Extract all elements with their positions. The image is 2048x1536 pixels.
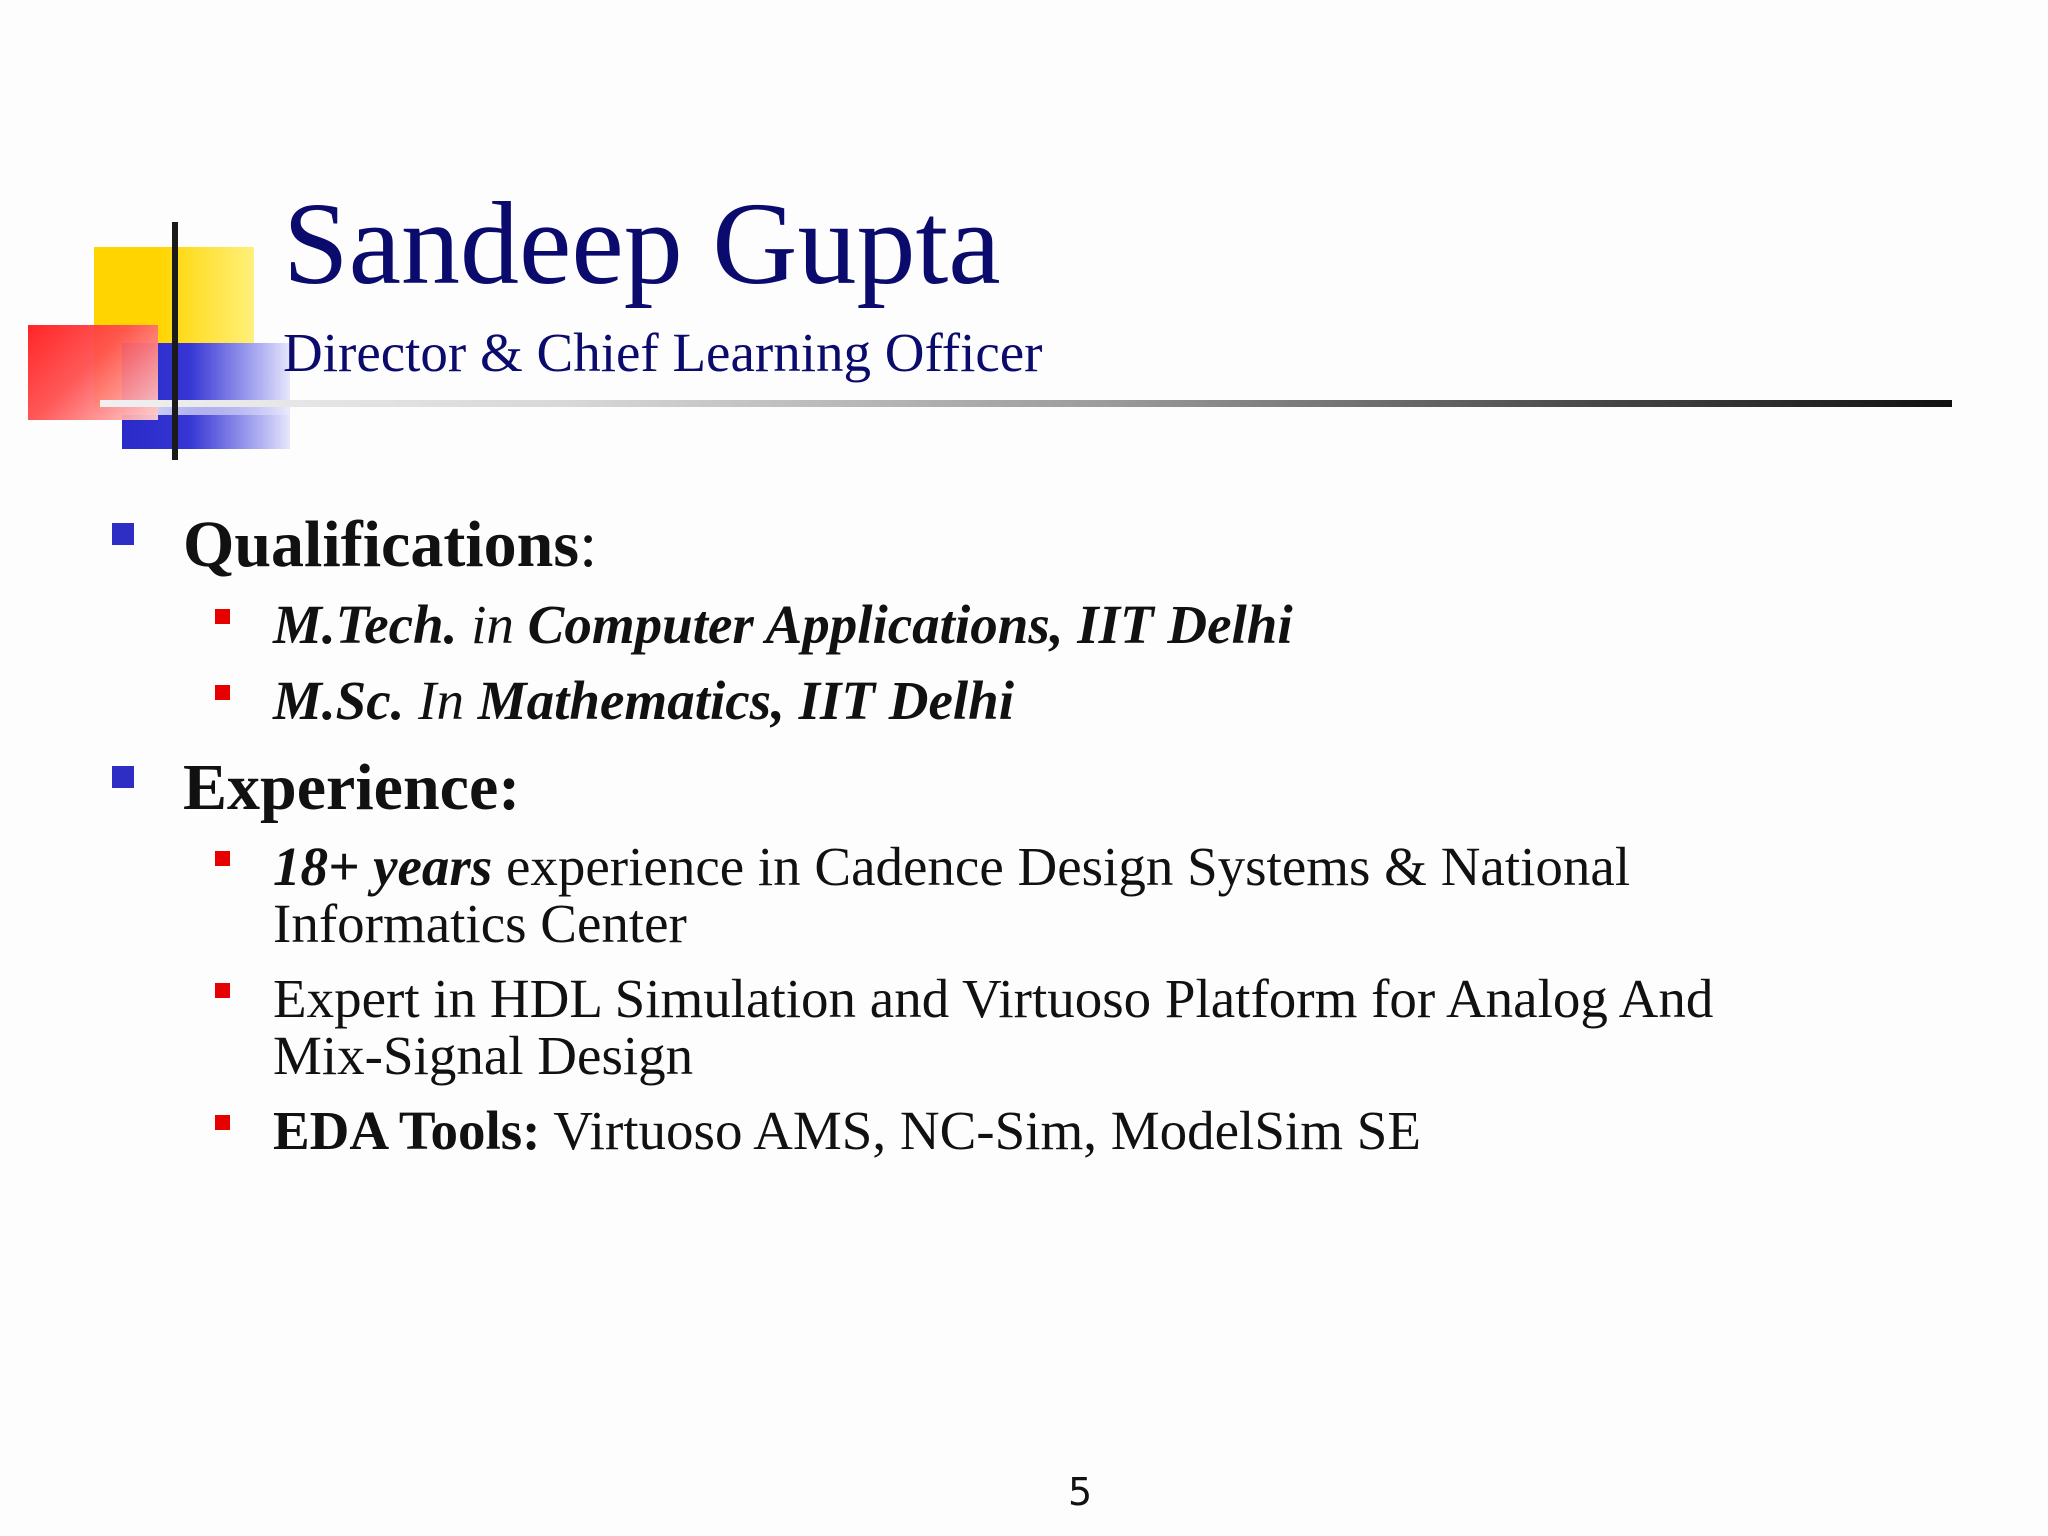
section-heading-experience: Experience: — [183, 751, 521, 824]
bullet-square-icon — [215, 609, 230, 624]
bullet-square-icon — [215, 1115, 230, 1130]
list-item-experience: EDA Tools: Virtuoso AMS, NC-Sim, ModelSim SE — [273, 1100, 1421, 1161]
section-heading-qualifications: Qualifications: — [183, 508, 598, 581]
page-number: 5 — [1068, 1470, 1093, 1514]
bullet-square-icon — [112, 766, 134, 788]
slide-title: Sandeep Gupta — [283, 178, 1001, 309]
list-item-experience: 18+ years experience in Cadence Design Systems & National Informatics Center — [273, 836, 1631, 954]
logo-vertical-line — [172, 222, 178, 460]
list-item-qualification: M.Tech. in Computer Applications, IIT Delhi — [273, 594, 1293, 655]
bullet-square-icon — [112, 523, 134, 545]
slide-subtitle: Director & Chief Learning Officer — [283, 322, 1043, 383]
list-item-qualification: M.Sc. In Mathematics, IIT Delhi — [273, 670, 1015, 731]
title-divider-line — [100, 400, 1952, 407]
bullet-square-icon — [215, 983, 230, 998]
list-item-experience: Expert in HDL Simulation and Virtuoso Platform for Analog And Mix-Signal Design — [273, 968, 1714, 1086]
bullet-square-icon — [215, 851, 230, 866]
bullet-square-icon — [215, 685, 230, 700]
